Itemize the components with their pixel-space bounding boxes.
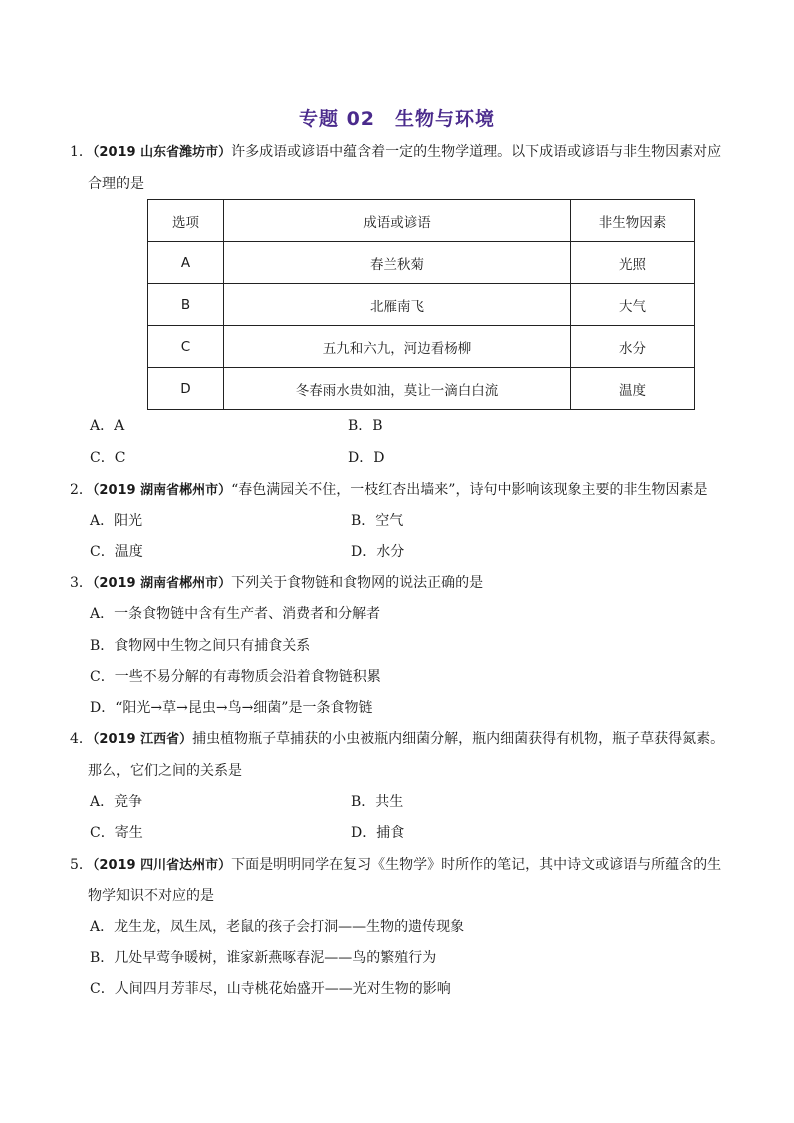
question-number: 2． <box>70 482 93 498</box>
table-row <box>148 242 695 284</box>
question-source: （2019 湖南省郴州市） <box>92 483 232 498</box>
question-source: （2019 江西省） <box>92 732 193 747</box>
table-header-cell: 选项 <box>148 200 224 242</box>
question-1-option-a: A．A <box>90 418 125 434</box>
table-cell: 北雁南飞 <box>224 284 571 326</box>
table-cell: 春兰秋菊 <box>224 242 571 284</box>
page-title: 专题 02 生物与环境 <box>298 108 496 130</box>
table-header-cell: 成语或谚语 <box>224 200 571 242</box>
question-4-option-c: C．寄生 <box>90 825 143 841</box>
table-row <box>148 368 695 410</box>
question-4-option-a: A．竞争 <box>90 794 143 810</box>
question-text: 下列关于食物链和食物网的说法正确的是 <box>231 575 484 591</box>
question-2-option-c: C．温度 <box>90 544 143 560</box>
question-2-option-a: A．阳光 <box>90 513 143 529</box>
table-row <box>148 326 695 368</box>
table-cell: 光照 <box>571 242 695 284</box>
question-1-table <box>147 199 695 410</box>
question-5-line-1 <box>70 855 721 876</box>
table-header-row <box>148 200 695 242</box>
question-2-line-1 <box>70 480 707 501</box>
table-cell: 冬春雨水贵如油，莫让一滴白白流 <box>224 368 571 410</box>
table-cell: B <box>148 284 224 326</box>
question-source: （2019 山东省潍坊市） <box>92 145 232 160</box>
table-cell: 水分 <box>571 326 695 368</box>
question-5-option-b: B．几处早莺争暖树，谁家新燕啄春泥——鸟的繁殖行为 <box>90 950 437 966</box>
question-2-option-d: D．水分 <box>351 544 405 560</box>
question-3-option-b: B．食物网中生物之间只有捕食关系 <box>90 638 311 654</box>
question-3-option-d: D．“阳光→草→昆虫→鸟→细菌”是一条食物链 <box>90 700 373 716</box>
question-text: “春色满园关不住，一枝红杏出墙来”，诗句中影响该现象主要的非生物因素是 <box>231 482 708 498</box>
table-cell: A <box>148 242 224 284</box>
question-text: 下面是明明同学在复习《生物学》时所作的笔记，其中诗文或谚语与所蕴含的生 <box>231 857 722 873</box>
question-4-option-b: B．共生 <box>351 794 404 810</box>
question-1-line-1 <box>70 142 721 163</box>
question-1-option-b: B．B <box>348 418 383 434</box>
question-3-option-a: A．一条食物链中含有生产者、消费者和分解者 <box>90 606 381 622</box>
question-4-option-d: D．捕食 <box>351 825 405 841</box>
question-number: 4． <box>70 731 93 747</box>
table-row <box>148 284 695 326</box>
question-3-line-1 <box>70 573 483 594</box>
question-text: 许多成语或谚语中蕴含着一定的生物学道理。以下成语或谚语与非生物因素对应 <box>231 144 722 160</box>
question-4-line-2: 那么，它们之间的关系是 <box>88 763 242 779</box>
question-3-option-c: C．一些不易分解的有毒物质会沿着食物链积累 <box>90 669 381 685</box>
question-text: 捕虫植物瓶子草捕获的小虫被瓶内细菌分解，瓶内细菌获得有机物，瓶子草获得氮素。 <box>192 731 725 747</box>
question-number: 3． <box>70 575 93 591</box>
table-cell: C <box>148 326 224 368</box>
table-cell: 五九和六九，河边看杨柳 <box>224 326 571 368</box>
question-5-line-2: 物学知识不对应的是 <box>88 888 214 904</box>
table-cell: D <box>148 368 224 410</box>
question-source: （2019 四川省达州市） <box>92 858 232 873</box>
question-2-option-b: B．空气 <box>351 513 404 529</box>
table-header-cell: 非生物因素 <box>571 200 695 242</box>
question-5-option-a: A．龙生龙，凤生凤，老鼠的孩子会打洞——生物的遗传现象 <box>90 919 465 935</box>
question-source: （2019 湖南省郴州市） <box>92 576 232 591</box>
question-1-option-c: C．C <box>90 450 126 466</box>
question-1-option-d: D．D <box>348 450 385 466</box>
question-number: 5． <box>70 857 93 873</box>
question-4-line-1 <box>70 729 724 750</box>
question-1-line-2: 合理的是 <box>88 176 144 192</box>
question-number: 1． <box>70 144 93 160</box>
table-cell: 大气 <box>571 284 695 326</box>
question-5-option-c: C．人间四月芳菲尽，山寺桃花始盛开——光对生物的影响 <box>90 981 451 997</box>
table-cell: 温度 <box>571 368 695 410</box>
